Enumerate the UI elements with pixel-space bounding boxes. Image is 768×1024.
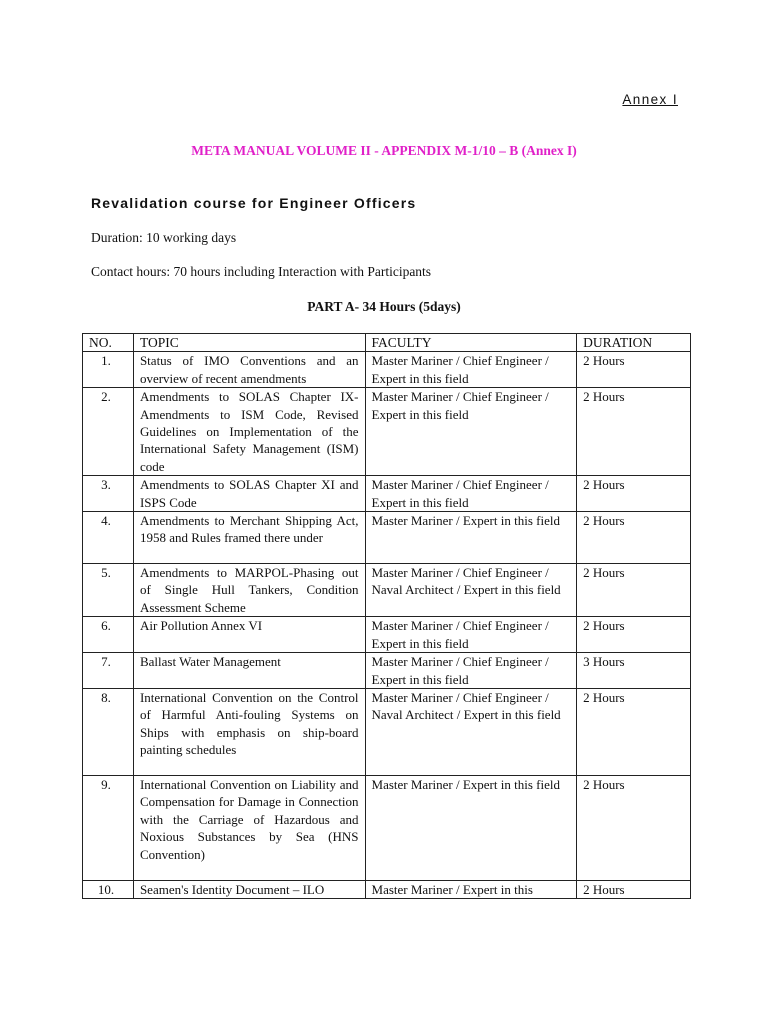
- row-topic: Status of IMO Conventions and an overview of recent amendments: [133, 352, 365, 388]
- row-topic: Air Pollution Annex VI: [133, 617, 365, 653]
- row-faculty: Master Mariner / Expert in this: [365, 880, 577, 898]
- row-duration: 2 Hours: [577, 388, 691, 476]
- row-number: 5.: [83, 564, 134, 617]
- row-number: 9.: [83, 775, 134, 880]
- table-row: [83, 388, 691, 476]
- duration-text: Duration: 10 working days: [91, 230, 237, 245]
- row-duration: 2 Hours: [577, 617, 691, 653]
- row-topic: Amendments to SOLAS Chapter IX- Amendments to ISM Code, Revised Guidelines on Implementation of the International Safety Management (ISM) code: [133, 388, 365, 476]
- row-number: 8.: [83, 688, 134, 775]
- part-title: PART A- 34 Hours (5days): [307, 299, 461, 314]
- row-number: 3.: [83, 476, 134, 512]
- row-faculty: Master Mariner / Chief Engineer / Naval Architect / Expert in this field: [365, 688, 577, 775]
- row-faculty: Master Mariner / Chief Engineer / Naval Architect / Expert in this field: [365, 564, 577, 617]
- table-row: [83, 512, 691, 564]
- row-topic: Amendments to SOLAS Chapter XI and ISPS Code: [133, 476, 365, 512]
- row-topic: Amendments to MARPOL-Phasing out of Single Hull Tankers, Condition Assessment Scheme: [133, 564, 365, 617]
- table-row: [83, 688, 691, 775]
- table-row: [83, 880, 691, 898]
- course-topics-table: [82, 333, 691, 899]
- row-number: 10.: [83, 880, 134, 898]
- row-topic: Amendments to Merchant Shipping Act, 1958 and Rules framed there under: [133, 512, 365, 564]
- table-header-row: [83, 334, 691, 352]
- row-faculty: Master Mariner / Chief Engineer / Expert in this field: [365, 617, 577, 653]
- header-duration: DURATION: [577, 334, 691, 352]
- table-row: [83, 653, 691, 689]
- row-duration: 2 Hours: [577, 476, 691, 512]
- table-row: [83, 775, 691, 880]
- table-row: [83, 617, 691, 653]
- table-row: [83, 476, 691, 512]
- table-row: [83, 352, 691, 388]
- row-duration: 2 Hours: [577, 880, 691, 898]
- row-faculty: Master Mariner / Chief Engineer / Expert in this field: [365, 476, 577, 512]
- row-number: 4.: [83, 512, 134, 564]
- row-duration: 2 Hours: [577, 352, 691, 388]
- row-topic: International Convention on the Control of Harmful Anti-fouling Systems on Ships with emphasis on ship-board painting schedules: [133, 688, 365, 775]
- meta-manual-title: META MANUAL VOLUME II - APPENDIX M-1/10 – B (Annex I): [191, 143, 577, 158]
- row-faculty: Master Mariner / Chief Engineer / Expert in this field: [365, 388, 577, 476]
- row-duration: 3 Hours: [577, 653, 691, 689]
- row-number: 2.: [83, 388, 134, 476]
- row-faculty: Master Mariner / Chief Engineer / Expert in this field: [365, 653, 577, 689]
- row-number: 7.: [83, 653, 134, 689]
- row-duration: 2 Hours: [577, 688, 691, 775]
- row-faculty: Master Mariner / Expert in this field: [365, 512, 577, 564]
- annex-label: Annex I: [622, 92, 678, 107]
- row-topic: Ballast Water Management: [133, 653, 365, 689]
- row-duration: 2 Hours: [577, 564, 691, 617]
- row-number: 6.: [83, 617, 134, 653]
- row-faculty: Master Mariner / Expert in this field: [365, 775, 577, 880]
- row-faculty: Master Mariner / Chief Engineer / Expert in this field: [365, 352, 577, 388]
- row-topic: Seamen's Identity Document – ILO: [133, 880, 365, 898]
- header-topic: TOPIC: [133, 334, 365, 352]
- row-topic: International Convention on Liability and Compensation for Damage in Connection with the Carriage of Hazardous and Noxious Substances by Sea (HNS Convention): [133, 775, 365, 880]
- header-no: NO.: [83, 334, 134, 352]
- row-duration: 2 Hours: [577, 512, 691, 564]
- row-duration: 2 Hours: [577, 775, 691, 880]
- contact-hours-text: Contact hours: 70 hours including Interaction with Participants: [91, 264, 432, 279]
- table-row: [83, 564, 691, 617]
- course-title: Revalidation course for Engineer Officers: [91, 195, 417, 211]
- header-faculty: FACULTY: [365, 334, 577, 352]
- row-number: 1.: [83, 352, 134, 388]
